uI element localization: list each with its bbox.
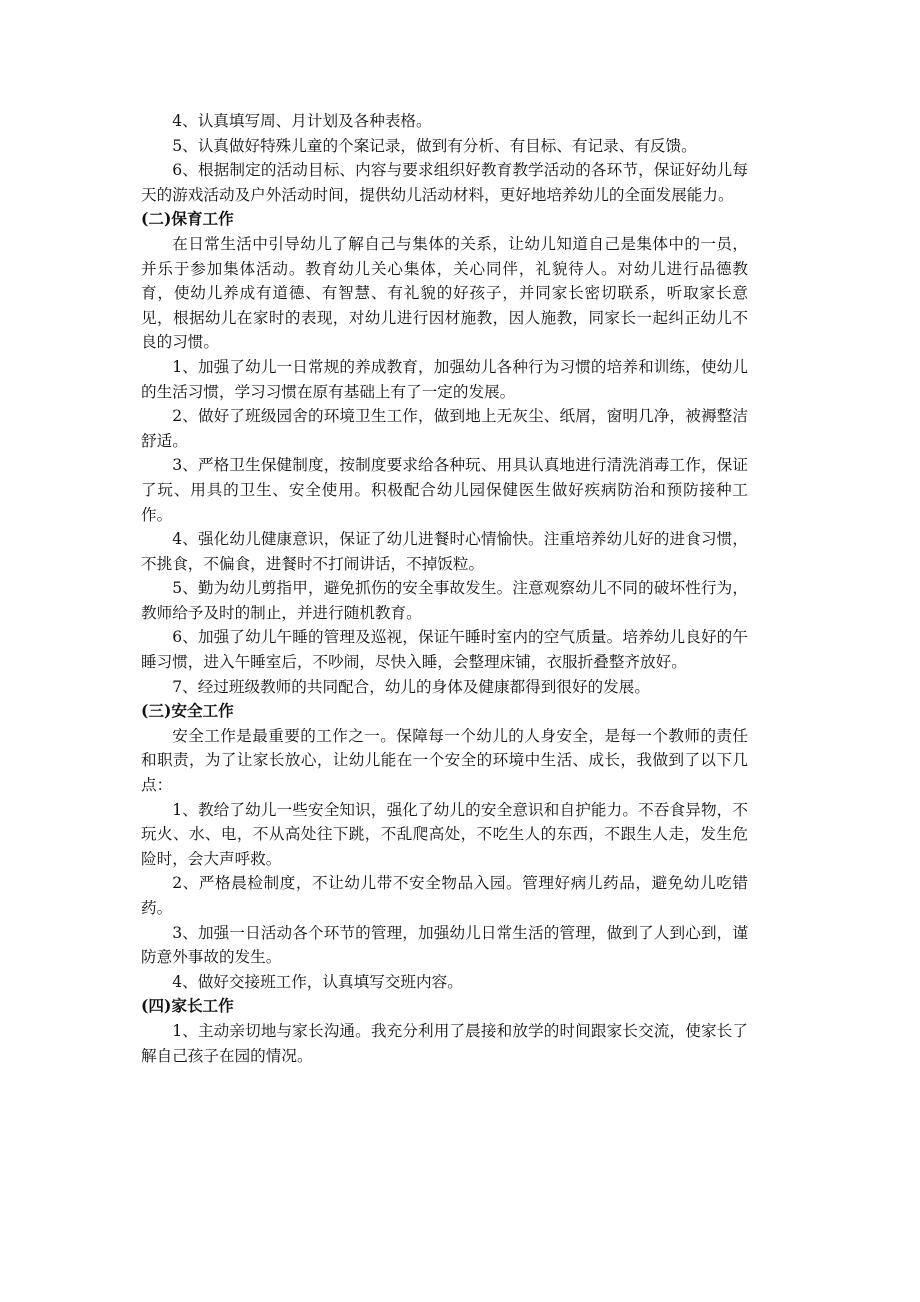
paragraph: 4、强化幼儿健康意识，保证了幼儿进餐时心情愉快。注重培养幼儿好的进食习惯，不挑食，不偏食，进餐时不打闹讲话，不掉饭粒。	[141, 530, 748, 573]
paragraph: 1、主动亲切地与家长沟通。我充分利用了晨接和放学的时间跟家长交流，使家长了解自己孩子在园的情况。	[141, 1021, 748, 1065]
section-heading: (二)保育工作	[141, 209, 234, 229]
document-page	[141, 109, 748, 1068]
paragraph: 1、教给了幼儿一些安全知识，强化了幼儿的安全意识和自护能力。不吞食异物，不玩火、水、电，不从高处往下跳，不乱爬高处，不吃生人的东西，不跟生人走，发生危险时，会大声呼救。	[141, 800, 748, 868]
paragraph: 2、做好了班级园舍的环境卫生工作，做到地上无灰尘、纸屑，窗明几净，被褥整洁舒适。	[141, 407, 748, 450]
paragraph: 6、加强了幼儿午睡的管理及巡视，保证午睡时室内的空气质量。培养幼儿良好的午睡习惯，进入午睡室后，不吵闹，尽快入睡，会整理床铺，衣服折叠整齐放好。	[141, 628, 748, 672]
paragraph: 3、严格卫生保健制度，按制度要求给各种玩、用具认真地进行清洗消毒工作，保证了玩、用具的卫生、安全使用。积极配合幼儿园保健医生做好疾病防治和预防接种工作。	[141, 456, 748, 524]
paragraph: 7、经过班级教师的共同配合，幼儿的身体及健康都得到很好的发展。	[172, 677, 650, 696]
paragraph: 安全工作是最重要的工作之一。保障每一个幼儿的人身安全，是每一个教师的责任和职责，为了让家长放心，让幼儿能在一个安全的环境中生活、成长，我做到了以下几点：	[141, 726, 748, 795]
section-heading: (四)家长工作	[141, 996, 234, 1016]
paragraph: 1、加强了幼儿一日常规的养成教育，加强幼儿各种行为习惯的培养和训练，使幼儿的生活习惯，学习习惯在原有基础上有了一定的发展。	[141, 357, 748, 401]
paragraph: 在日常生活中引导幼儿了解自己与集体的关系，让幼儿知道自己是集体中的一员，并乐于参加集体活动。教育幼儿关心集体，关心同伴，礼貌待人。对幼儿进行品德教育，使幼儿养成有道德、有智慧、有礼貌的好孩子，并同家长密切联系，听取家长意见，根据幼儿在家时的表现，对幼儿进行因材施教，因人施教，同家长一起纠正幼儿不良的习惯。	[141, 234, 748, 352]
paragraph: 6、根据制定的活动目标、内容与要求组织好教育教学活动的各环节，保证好幼儿每天的游戏活动及户外活动时间，提供幼儿活动材料，更好地培养幼儿的全面发展能力。	[141, 161, 748, 204]
paragraph: 3、加强一日活动各个环节的管理，加强幼儿日常生活的管理，做到了人到心到，谨防意外事故的发生。	[141, 923, 748, 967]
paragraph: 4、认真填写周、月计划及各种表格。	[172, 112, 432, 130]
paragraph: 5、认真做好特殊儿童的个案记录，做到有分析、有目标、有记录、有反馈。	[172, 136, 697, 155]
paragraph: 5、勤为幼儿剪指甲，避免抓伤的安全事故发生。注意观察幼儿不同的破坏性行为，教师给予及时的制止，并进行随机教育。	[141, 579, 748, 622]
paragraph: 4、做好交接班工作，认真填写交班内容。	[172, 972, 463, 991]
section-heading: (三)安全工作	[141, 701, 234, 721]
paragraph: 2、严格晨检制度，不让幼儿带不安全物品入园。管理好病儿药品，避免幼儿吃错药。	[141, 874, 748, 917]
